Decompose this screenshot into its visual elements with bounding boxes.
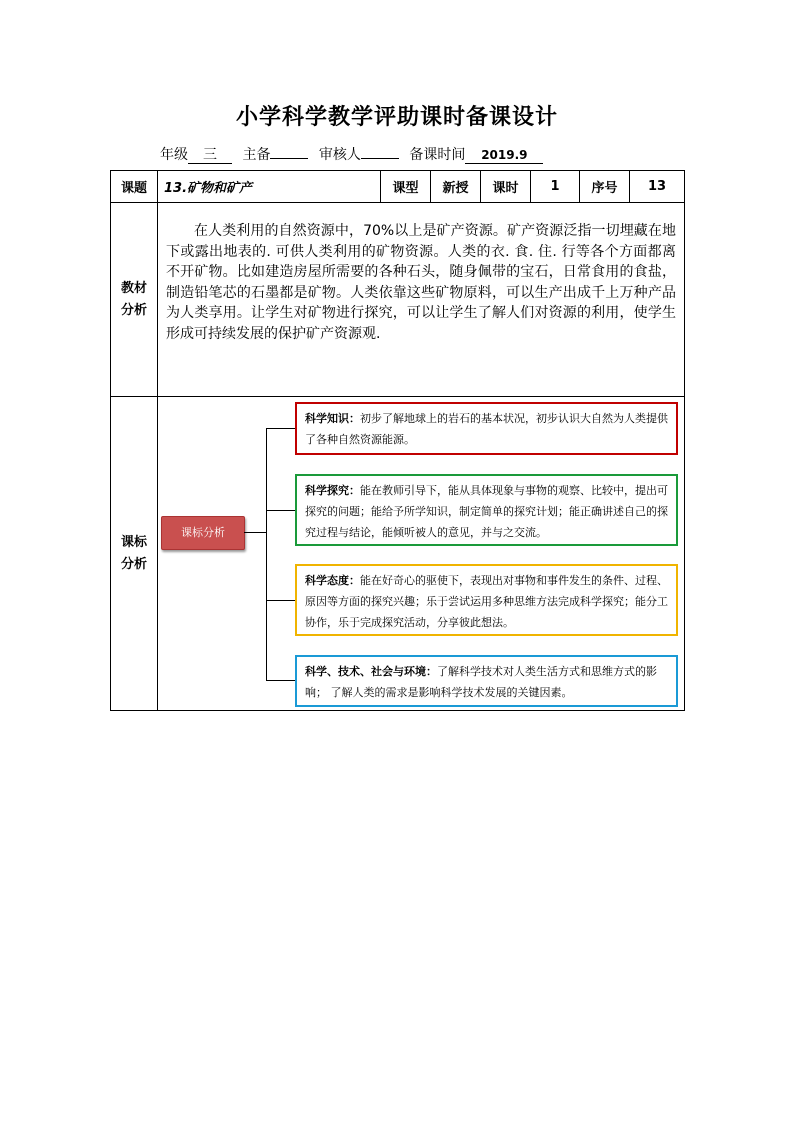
- standards-cell: [158, 397, 685, 711]
- connector-trunk: [266, 428, 267, 680]
- standards-label-line2: 分析: [120, 556, 147, 572]
- material-label-line2: 分析: [120, 302, 147, 318]
- standard-knowledge: [295, 402, 678, 455]
- material-text: 在人类利用的自然资源中，70%以上是矿产资源。矿产资源泛指一切埋藏在地下或露出地表的. 可供人类利用的矿物资源。人类的衣. 食. 住. 行等各个方面都离不开矿物。比如建造房屋所需要的各种石头，随身佩带的宝石，日常食用的食盐，制造铅笔芯的石墨都是矿物。人类依靠这些矿物原料，可以生产出成千上万种产品为人类享用。让学生对矿物进行探究，可以让学生了解人们对资源的利用，使学生形成可持续发展的保护矿产资源观.: [166, 223, 676, 342]
- connector-4: [266, 680, 295, 681]
- material-label-line1: 教材: [120, 280, 147, 296]
- hours-label: 课时: [481, 171, 531, 203]
- grade-label: 年级: [160, 147, 188, 163]
- connector-2: [266, 510, 295, 511]
- topic-label: 课题: [111, 171, 158, 203]
- reviewer-label: 审核人: [318, 147, 361, 163]
- material-label: [111, 203, 158, 397]
- time-value: 2019.9: [465, 147, 543, 164]
- lead-label: 主备: [242, 147, 271, 163]
- mindmap-root: 课标分析: [161, 516, 245, 550]
- standard-attitude: [295, 564, 678, 636]
- standards-label-line1: 课标: [120, 534, 147, 550]
- standard-attitude-head: 科学态度：: [305, 574, 360, 587]
- connector-3: [266, 600, 295, 601]
- standard-stse-head: 科学、技术、社会与环境：: [305, 665, 437, 678]
- mindmap: [158, 397, 683, 710]
- standard-attitude-body: 能在好奇心的驱使下，表现出对事物和事件发生的条件、过程、原因等方面的探究兴趣；乐于尝试运用多种思维方法完成科学探究；能分工协作，乐于完成探究活动，分享彼此想法。: [305, 574, 668, 629]
- standard-inquiry-head: 科学探究：: [305, 484, 360, 497]
- standard-inquiry: [295, 474, 678, 546]
- type-label: 课型: [381, 171, 431, 203]
- type-value: 新授: [431, 171, 481, 203]
- standard-stse-body: 了解科学技术对人类生活方式和思维方式的影响； 了解人类的需求是影响科学技术发展的关键因素。: [305, 665, 657, 699]
- page-title: 小学科学教学评助课时备课设计: [235, 105, 558, 130]
- meta-line: [160, 144, 543, 164]
- reviewer-value: [361, 158, 399, 159]
- standards-row: [111, 397, 685, 711]
- connector-root: [244, 532, 266, 533]
- standard-inquiry-body: 能在教师引导下，能从具体现象与事物的观察、比较中，提出可探究的问题；能给予所学知识，制定简单的探究计划；能正确讲述自己的探究过程与结论，能倾听被人的意见，并与之交流。: [305, 484, 668, 539]
- material-cell: [158, 203, 685, 397]
- material-row: [111, 203, 685, 397]
- standards-label: [111, 397, 158, 711]
- time-label: 备课时间: [409, 147, 466, 163]
- hours-value: 1: [531, 171, 580, 203]
- seq-label: 序号: [580, 171, 630, 203]
- topic-value: 13.矿物和矿产: [158, 171, 381, 203]
- lead-value: [270, 158, 308, 159]
- standard-knowledge-head: 科学知识：: [305, 412, 360, 425]
- standard-stse: [295, 655, 678, 707]
- lesson-table: [110, 170, 685, 711]
- connector-1: [266, 428, 295, 429]
- header-row: [111, 171, 685, 203]
- grade-value: 三: [188, 147, 232, 164]
- seq-value: 13: [630, 171, 685, 203]
- standard-knowledge-body: 初步了解地球上的岩石的基本状况，初步认识大自然为人类提供了各种自然资源能源。: [305, 412, 668, 446]
